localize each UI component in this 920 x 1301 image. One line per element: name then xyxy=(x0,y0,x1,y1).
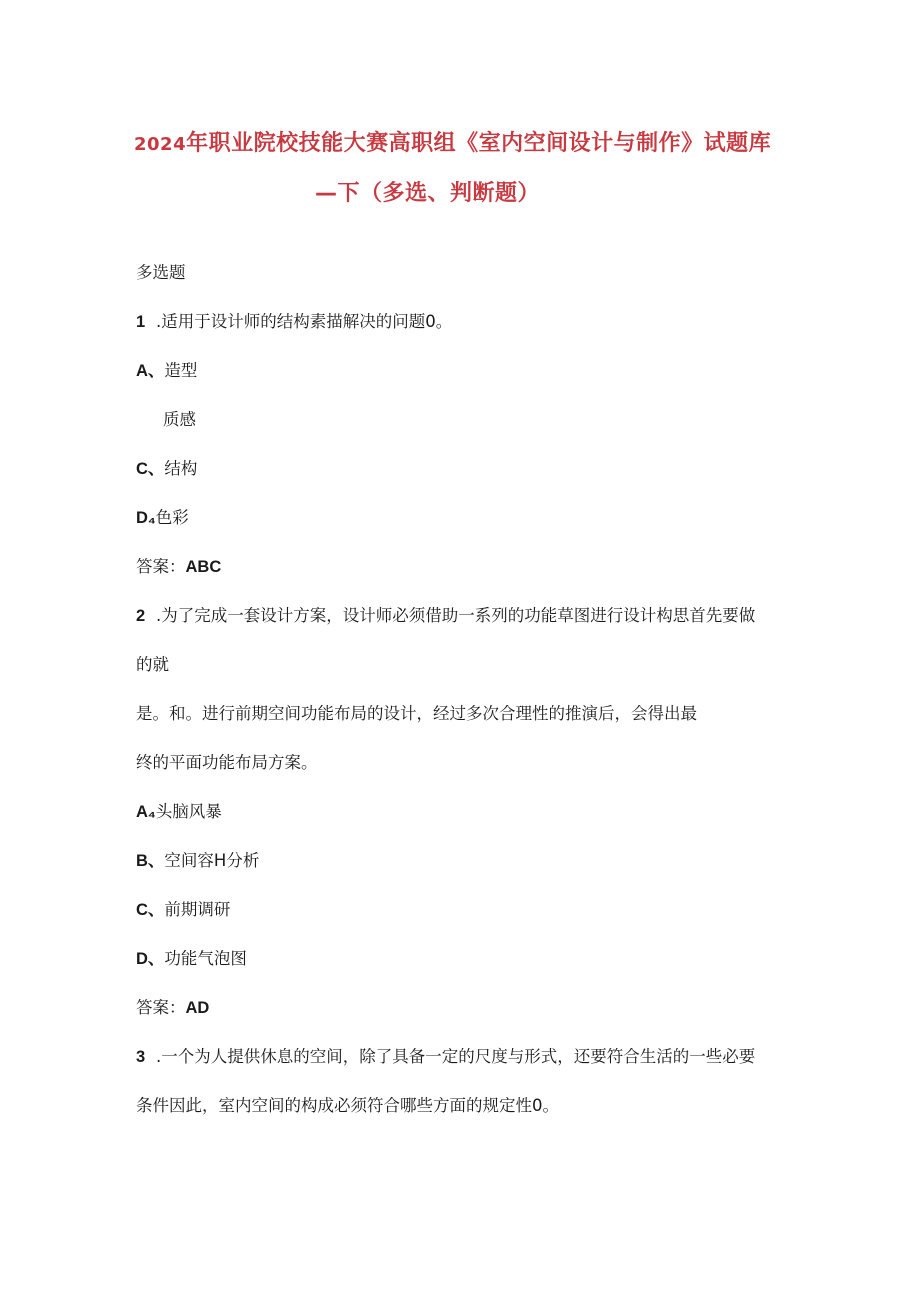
option-text: 头脑风暴 xyxy=(155,802,222,821)
question-text: .适用于设计师的结构素描解决的问题0。 xyxy=(156,312,453,331)
option-label: B、 xyxy=(136,852,165,870)
option-text: 功能气泡图 xyxy=(164,949,247,968)
option-c xyxy=(136,899,230,921)
document-title-line-2: —下（多选、判断题） xyxy=(315,181,541,206)
question-text-continued: 的就 xyxy=(136,655,169,674)
option-label: A₄ xyxy=(136,803,156,821)
option-c xyxy=(136,458,197,480)
answer-label: 答案： xyxy=(136,557,186,576)
question-number: 2 xyxy=(136,607,146,625)
answer-value: ABC xyxy=(185,558,222,576)
option-b xyxy=(163,409,196,431)
option-a xyxy=(136,801,222,823)
question-text-continued: 终的平面功能布局方案。 xyxy=(136,753,318,772)
question-text: .一个为人提供休息的空间，除了具备一定的尺度与形式，还要符合生活的一些必要 xyxy=(156,1047,756,1066)
option-label: C、 xyxy=(136,460,165,478)
question-text-continued: 条件因此，室内空间的构成必须符合哪些方面的规定性0。 xyxy=(136,1096,559,1115)
answer-label: 答案： xyxy=(136,998,186,1017)
question-number: 1 xyxy=(136,313,146,331)
section-heading: 多选题 xyxy=(136,263,186,282)
option-label: D、 xyxy=(136,950,165,968)
question-number: 3 xyxy=(136,1048,146,1066)
answer-value: AD xyxy=(185,999,210,1017)
option-a xyxy=(136,360,197,382)
title-year: 2024 xyxy=(134,134,187,155)
option-text: 前期调研 xyxy=(164,900,231,919)
question-text-continued: 是。和。进行前期空间功能布局的设计，经过多次合理性的推演后，会得出最 xyxy=(136,704,697,723)
option-text: 造型 xyxy=(164,361,198,380)
option-label: D₄ xyxy=(136,509,156,527)
option-text: 空间容H分析 xyxy=(164,851,260,870)
option-text: 质感 xyxy=(163,410,196,429)
option-label: A、 xyxy=(136,362,165,380)
question-1 xyxy=(136,311,452,333)
question-2 xyxy=(136,605,755,627)
document-title-line-1 xyxy=(134,126,771,157)
option-d xyxy=(136,948,247,970)
question-3 xyxy=(136,1046,755,1068)
option-label: C、 xyxy=(136,901,165,919)
answer-1 xyxy=(136,556,221,578)
question-text: .为了完成一套设计方案，设计师必须借助一系列的功能草图进行设计构思首先要做 xyxy=(156,606,756,625)
option-d xyxy=(136,507,189,529)
answer-2 xyxy=(136,997,209,1019)
option-text: 色彩 xyxy=(155,508,189,527)
title-text: 年职业院校技能大赛高职组《室内空间设计与制作》试题库 xyxy=(186,131,772,156)
option-text: 结构 xyxy=(164,459,198,478)
option-b xyxy=(136,850,259,872)
